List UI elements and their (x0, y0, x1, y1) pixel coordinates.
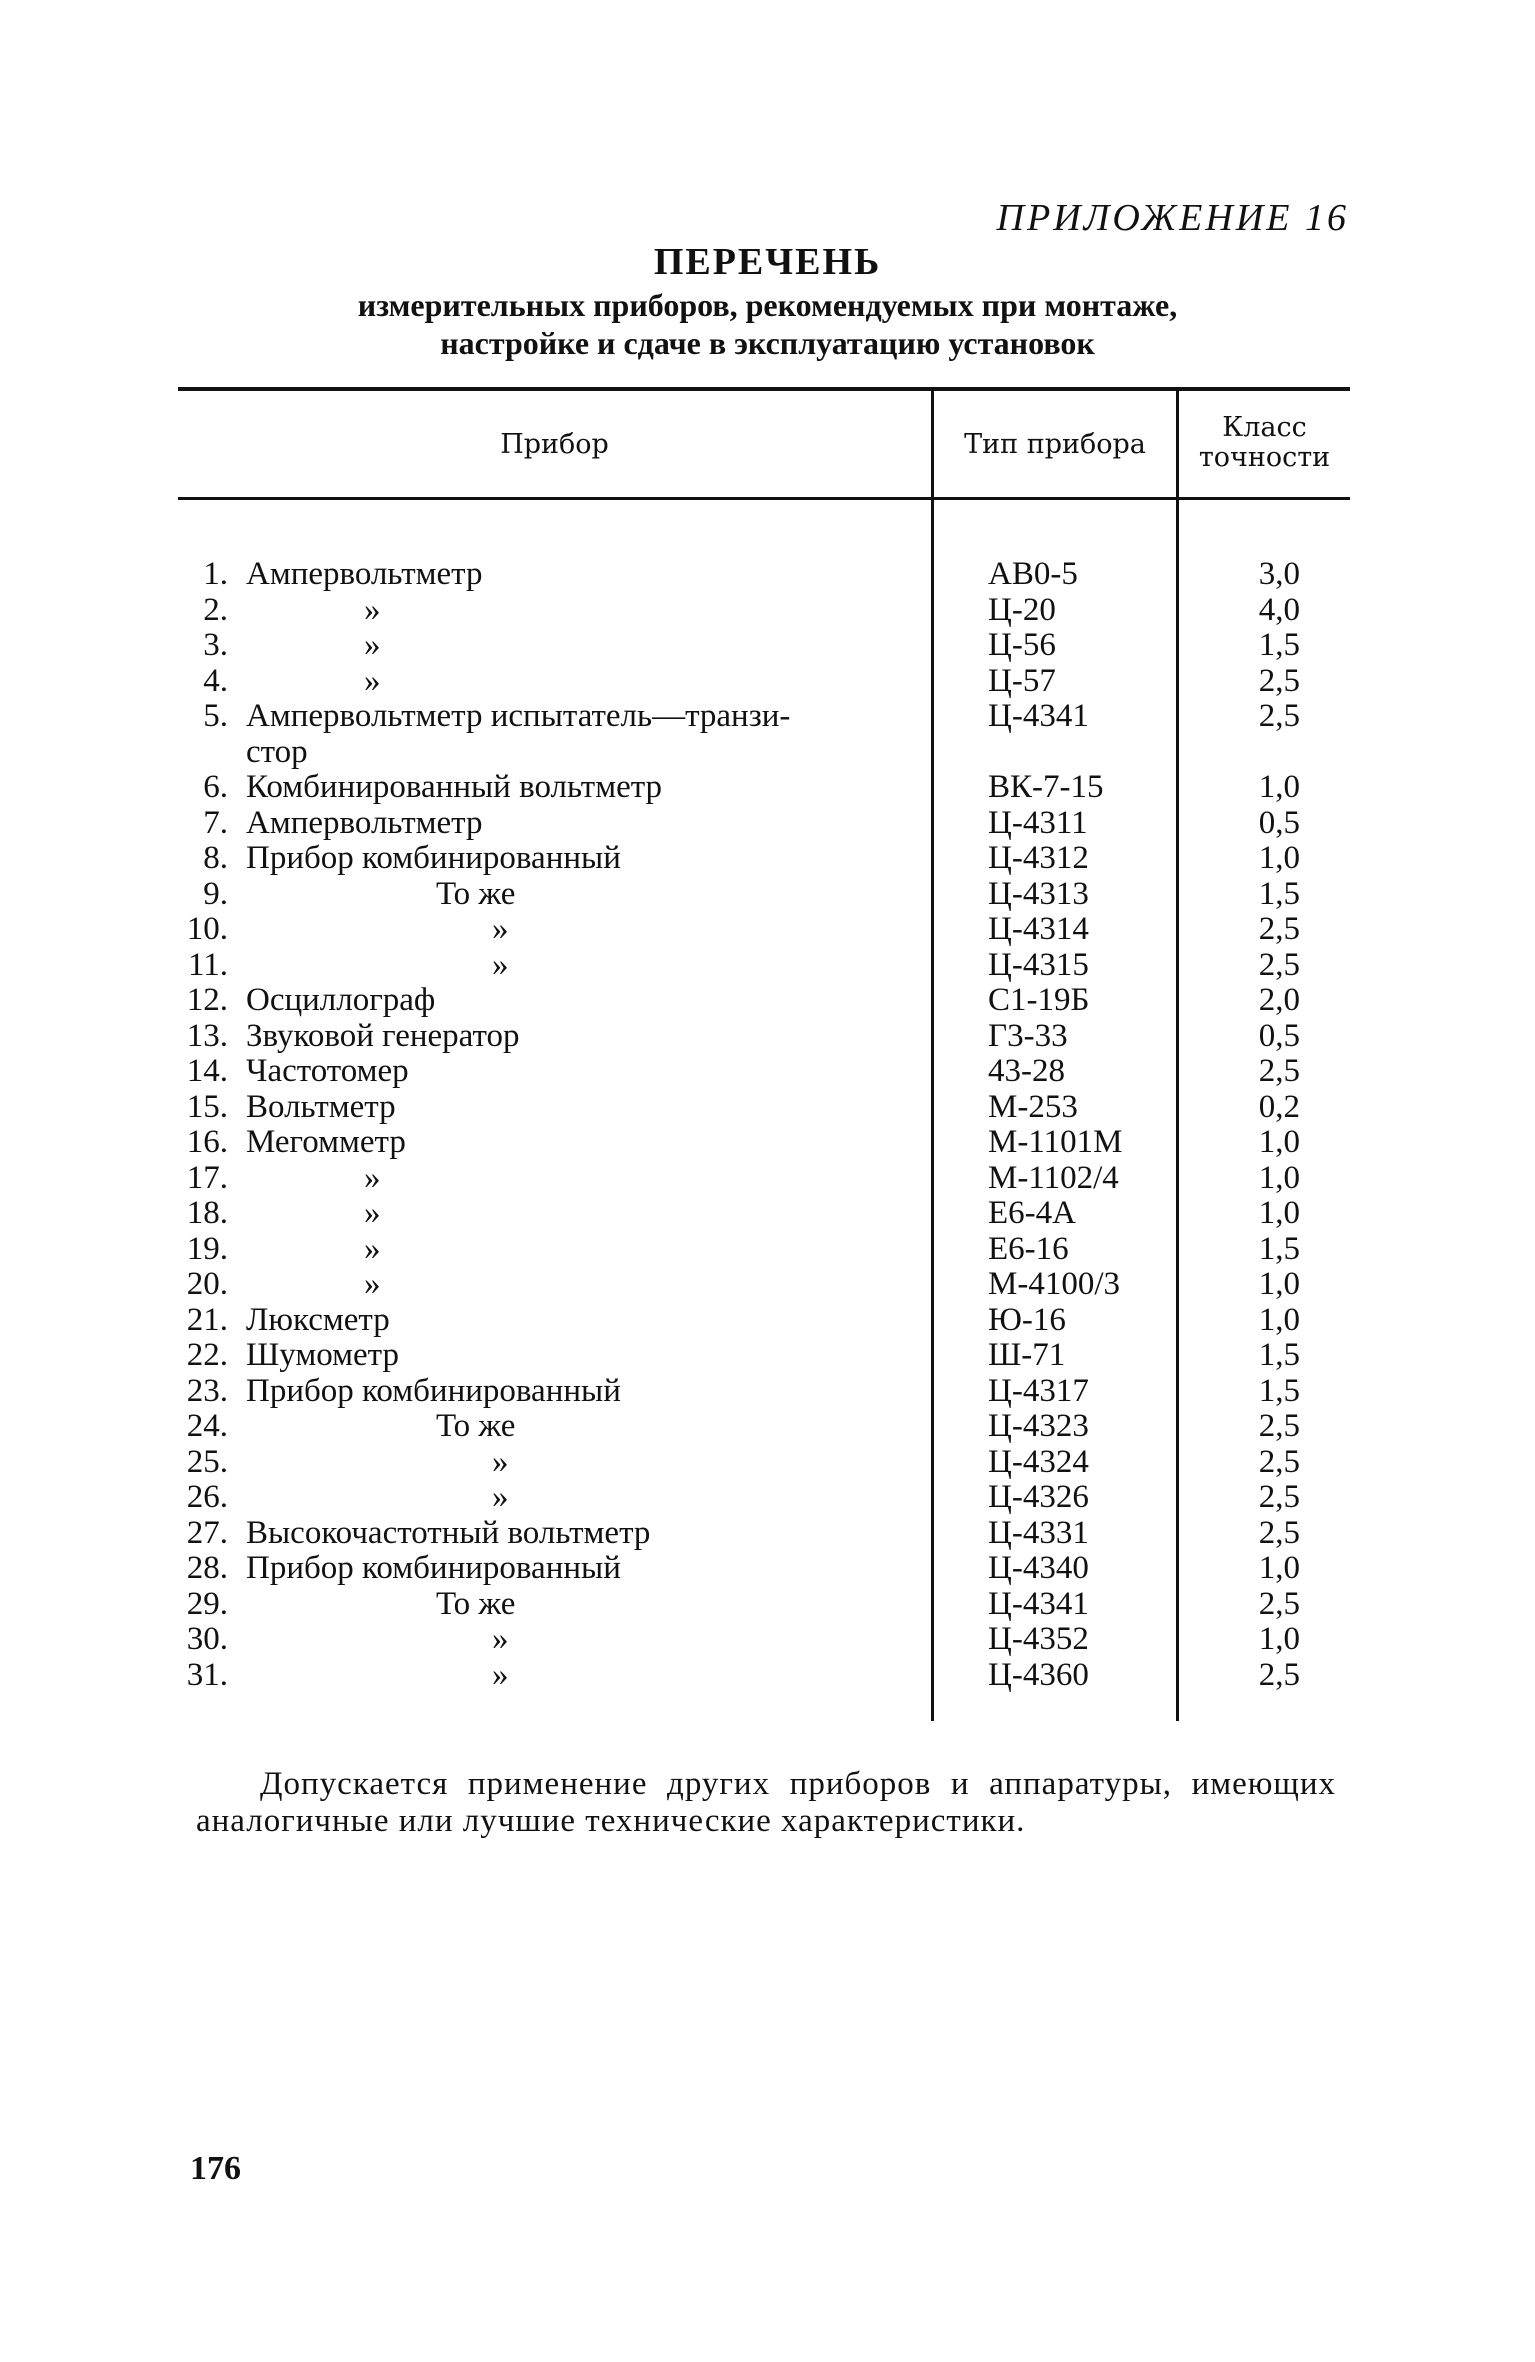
row-device: Ампервольтметр испытатель—транзи- (246, 698, 791, 734)
row-number: 11. (187, 946, 228, 983)
row-accuracy: 2,0 (1258, 982, 1300, 1018)
row-number: 3. (203, 627, 228, 663)
row-device: Прибор комбинированный (246, 1550, 621, 1586)
table-row (0, 735, 1535, 771)
table-row (0, 1054, 1535, 1090)
row-number: 4. (203, 662, 228, 699)
row-accuracy: 1,0 (1258, 1266, 1300, 1302)
row-device: Осциллограф (246, 982, 436, 1018)
row-type: Ц-4352 (988, 1621, 1089, 1657)
row-device: » (492, 946, 509, 983)
table-row (0, 1090, 1535, 1126)
row-device: Вольтметр (246, 1088, 396, 1125)
table-row (0, 628, 1535, 664)
table-row (0, 557, 1535, 593)
row-accuracy: 1,5 (1258, 1230, 1300, 1267)
table-row (0, 1445, 1535, 1481)
row-accuracy: 2,5 (1258, 1479, 1300, 1515)
row-type: Ц-57 (988, 662, 1056, 699)
header-accuracy-line2: точности (1198, 442, 1331, 473)
row-number: 8. (203, 840, 228, 876)
row-accuracy: 2,5 (1258, 1408, 1300, 1444)
subtitle-line: настройке и сдаче в эксплуатацию установок (440, 325, 1095, 361)
row-device: » (492, 1621, 509, 1657)
row-device: Звуковой генератор (246, 1017, 520, 1054)
row-number: 19. (186, 1230, 228, 1267)
row-device: Мегомметр (246, 1124, 406, 1160)
row-type: Ц-4341 (988, 1585, 1089, 1622)
table-row (0, 806, 1535, 842)
row-accuracy: 1,0 (1258, 1159, 1300, 1196)
row-accuracy: 1,0 (1258, 1621, 1300, 1657)
row-number: 29. (186, 1585, 228, 1622)
row-number: 26. (186, 1479, 228, 1515)
table-row (0, 664, 1535, 700)
row-type: Ц-56 (988, 627, 1056, 663)
table-row (0, 1374, 1535, 1410)
row-device: Шумометр (246, 1337, 399, 1373)
page-number: 176 (190, 2150, 241, 2187)
row-device: стор (246, 733, 308, 770)
row-type: М-1101М (988, 1124, 1123, 1160)
table-row (0, 912, 1535, 948)
row-accuracy: 2,5 (1258, 1053, 1300, 1089)
table-row (0, 770, 1535, 806)
row-type: Ц-4313 (988, 875, 1089, 912)
row-number: 13. (186, 1017, 228, 1054)
table-row (0, 699, 1535, 735)
row-type: Ц-4317 (988, 1372, 1089, 1409)
row-type: Ц-4312 (988, 840, 1089, 876)
table-row (0, 1516, 1535, 1552)
row-accuracy: 1,0 (1258, 1195, 1300, 1231)
row-device: » (364, 1195, 381, 1231)
row-accuracy: 2,5 (1258, 698, 1300, 734)
row-device: Частотомер (246, 1053, 409, 1089)
row-accuracy: 2,5 (1258, 1585, 1300, 1622)
row-accuracy: 1,5 (1258, 1337, 1300, 1373)
table-row (0, 983, 1535, 1019)
row-accuracy: 1,0 (1258, 1550, 1300, 1586)
table-row (0, 948, 1535, 984)
row-device: Прибор комбинированный (246, 1372, 621, 1409)
row-device: Ампервольтметр (246, 556, 483, 592)
row-device: » (492, 911, 509, 947)
row-device: » (364, 627, 381, 663)
row-device: Прибор комбинированный (246, 840, 621, 876)
appendix-label: ПРИЛОЖЕНИЕ 16 (996, 197, 1349, 239)
row-number: 28. (186, 1550, 228, 1586)
row-device: То же (436, 875, 516, 912)
row-type: М-4100/3 (988, 1266, 1120, 1302)
table-row (0, 593, 1535, 629)
row-type: Г3-33 (988, 1017, 1068, 1054)
row-device: » (364, 591, 381, 628)
row-number: 23. (186, 1372, 228, 1409)
row-type: М-253 (988, 1088, 1078, 1125)
row-device: » (492, 1443, 509, 1480)
row-accuracy: 0,5 (1258, 1017, 1300, 1054)
row-number: 6. (203, 769, 228, 805)
row-number: 7. (203, 804, 228, 841)
row-number: 15. (186, 1088, 228, 1125)
row-accuracy: 3,0 (1258, 556, 1300, 592)
row-accuracy: 0,5 (1258, 804, 1300, 841)
row-type: Ц-4341 (988, 698, 1089, 734)
header-accuracy-line1: Класс (1222, 412, 1307, 443)
row-number: 9. (203, 875, 228, 912)
row-number: 2. (203, 591, 228, 628)
row-device: » (364, 662, 381, 699)
row-accuracy: 2,5 (1258, 1443, 1300, 1480)
table-header-rule (178, 497, 1350, 500)
row-accuracy: 1,5 (1258, 875, 1300, 912)
row-type: Ц-4326 (988, 1479, 1089, 1515)
row-type: Ш-71 (988, 1337, 1066, 1373)
row-type: ВК-7-15 (988, 769, 1104, 805)
row-type: АВ0-5 (988, 556, 1078, 592)
table-row (0, 1267, 1535, 1303)
table-row (0, 1480, 1535, 1516)
row-type: Ц-20 (988, 591, 1056, 628)
table-row (0, 877, 1535, 913)
row-type: Е6-16 (988, 1230, 1069, 1267)
row-number: 16. (186, 1124, 228, 1160)
row-accuracy: 1,0 (1258, 1124, 1300, 1160)
row-number: 27. (186, 1514, 228, 1551)
subtitle (0, 286, 1535, 362)
header-accuracy (1179, 413, 1350, 473)
row-number: 30. (186, 1621, 228, 1657)
table-row (0, 1409, 1535, 1445)
row-accuracy: 2,5 (1258, 1514, 1300, 1551)
table-row (0, 1196, 1535, 1232)
row-accuracy: 2,5 (1258, 911, 1300, 947)
row-device: То же (436, 1408, 516, 1444)
row-accuracy: 2,5 (1258, 946, 1300, 983)
row-type: М-1102/4 (988, 1159, 1119, 1196)
row-type: Ц-4311 (988, 804, 1088, 841)
table-row (0, 1551, 1535, 1587)
row-device: Комбинированный вольтметр (246, 769, 663, 805)
table-row (0, 1303, 1535, 1339)
row-type: Ц-4340 (988, 1550, 1089, 1586)
row-accuracy: 2,5 (1258, 1656, 1300, 1693)
row-type: Е6-4А (988, 1195, 1076, 1231)
row-accuracy: 1,0 (1258, 840, 1300, 876)
row-number: 22. (186, 1337, 228, 1373)
row-device: » (364, 1266, 381, 1302)
row-device: То же (436, 1585, 516, 1622)
row-device: » (364, 1230, 381, 1267)
table-top-rule (178, 387, 1350, 391)
table-body (0, 557, 1535, 1693)
row-accuracy: 1,0 (1258, 769, 1300, 805)
row-number: 20. (186, 1266, 228, 1302)
row-accuracy: 1,5 (1258, 627, 1300, 663)
table-row (0, 1587, 1535, 1623)
row-device: » (364, 1159, 381, 1196)
row-device: Люксметр (246, 1301, 390, 1338)
row-type: Ю-16 (988, 1301, 1066, 1338)
row-accuracy: 2,5 (1258, 662, 1300, 699)
row-type: С1-19Б (988, 982, 1090, 1018)
row-number: 1. (203, 556, 228, 592)
row-accuracy: 0,2 (1258, 1088, 1300, 1125)
row-device: Ампервольтметр (246, 804, 483, 841)
row-number: 5. (203, 698, 228, 734)
subtitle-line: измерительных приборов, рекомендуемых при монтаже, (357, 287, 1178, 323)
table-row (0, 841, 1535, 877)
row-device: » (492, 1479, 509, 1515)
row-number: 25. (186, 1443, 228, 1480)
row-number: 12. (186, 982, 228, 1018)
header-type: Тип прибора (964, 429, 1146, 460)
row-type: Ц-4314 (988, 911, 1089, 947)
row-type: Ц-4315 (988, 946, 1089, 983)
row-type: Ц-4323 (988, 1408, 1089, 1444)
row-accuracy: 4,0 (1258, 591, 1300, 628)
row-number: 21. (186, 1301, 228, 1338)
table-row (0, 1232, 1535, 1268)
row-type: Ц-4324 (988, 1443, 1089, 1480)
table-row (0, 1622, 1535, 1658)
footnote: Допускается применение других приборов и аппаратуры, имеющих аналогичные или лучшие технические характеристики. (196, 1766, 1336, 1839)
row-number: 31. (186, 1656, 228, 1693)
table-row (0, 1125, 1535, 1161)
table-row (0, 1658, 1535, 1694)
table-row (0, 1019, 1535, 1055)
row-number: 14. (186, 1053, 228, 1089)
row-number: 10. (186, 911, 228, 947)
row-type: Ц-4360 (988, 1656, 1089, 1693)
row-type: Ц-4331 (988, 1514, 1089, 1551)
row-number: 24. (186, 1408, 228, 1444)
row-device: Высокочастотный вольтметр (246, 1514, 651, 1551)
table-row (0, 1338, 1535, 1374)
table-row (0, 1161, 1535, 1197)
row-accuracy: 1,5 (1258, 1372, 1300, 1409)
row-number: 17. (186, 1159, 228, 1196)
row-type: 43-28 (988, 1053, 1065, 1089)
row-accuracy: 1,0 (1258, 1301, 1300, 1338)
page-title: ПЕРЕЧЕНЬ (653, 241, 882, 283)
row-device: » (492, 1656, 509, 1693)
header-device: Прибор (500, 429, 609, 460)
row-number: 18. (186, 1195, 228, 1231)
